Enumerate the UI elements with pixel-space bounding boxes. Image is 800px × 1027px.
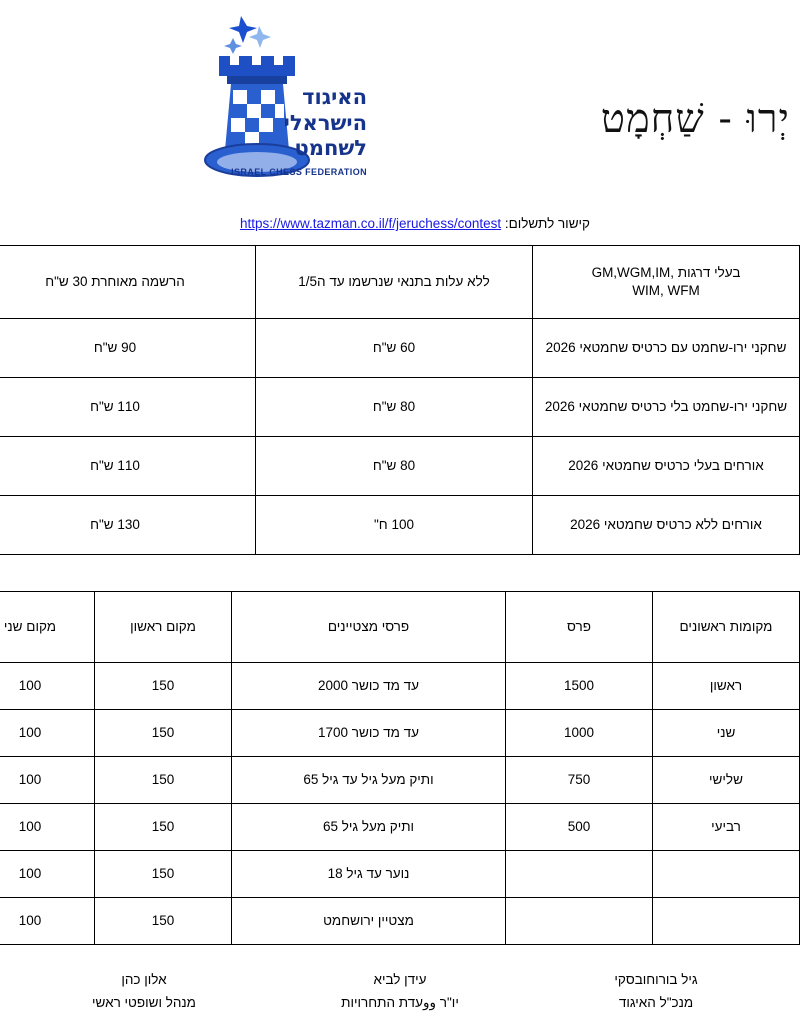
prizes-row-prize [506, 898, 653, 945]
table-spacer [0, 555, 800, 591]
prizes-row-place: רביעי [653, 804, 800, 851]
signature-role: מנהל ושופטי ראשי [92, 994, 196, 1010]
prizes-row-prize: 750 [506, 757, 653, 804]
signature-role: יו"ר ووעדת התחרויות [341, 994, 459, 1010]
fees-row-late: 110 ש"ח [0, 378, 256, 437]
table-row [0, 663, 800, 710]
federation-english-name: ISRAEL CHESS FEDERATION [231, 166, 367, 177]
fees-table [0, 245, 800, 555]
payment-label: קישור לתשלום: [504, 216, 591, 231]
table-row [0, 757, 800, 804]
prizes-row-first: 150 [95, 663, 232, 710]
fees-row-category: שחקני ירו-שחמט בלי כרטיס שחמטאי 2026 [533, 378, 800, 437]
fees-row-early: 80 ש"ח [256, 437, 533, 496]
table-row [0, 437, 800, 496]
prizes-row-special: ותיק מעל גיל 65 [232, 804, 506, 851]
federation-name [231, 85, 367, 178]
prizes-row-place: שלישי [653, 757, 800, 804]
prizes-row-special: נוער עד גיל 18 [232, 851, 506, 898]
fees-row-early: 60 ש"ח [256, 319, 533, 378]
prizes-row-first: 150 [95, 710, 232, 757]
prizes-header-special: פרסי מצטיינים [232, 592, 506, 663]
prizes-row-second: 100 [0, 898, 95, 945]
prizes-row-special: עד מד כושר 1700 [232, 710, 506, 757]
table-header-row [0, 246, 800, 319]
prizes-row-second: 100 [0, 710, 95, 757]
prizes-row-place [653, 851, 800, 898]
table-row [0, 496, 800, 555]
fees-header-category-line1: בעלי דרגות ,GM,WGM,IM [591, 264, 741, 280]
table-row [0, 710, 800, 757]
signatures-row [16, 969, 784, 1015]
prizes-row-special: עד מד כושר 2000 [232, 663, 506, 710]
signature-block [272, 969, 528, 1015]
federation-line-3: לשחמט [294, 136, 367, 161]
federation-line-1: האיגוד [302, 85, 367, 109]
prizes-row-first: 150 [95, 898, 232, 945]
fees-header-early: ללא עלות בתנאי שנרשמו עד ה1/5 [256, 246, 533, 319]
prizes-header-first-place: מקום ראשון [95, 592, 232, 663]
prizes-table [0, 591, 800, 945]
fees-row-late: 90 ש"ח [0, 319, 256, 378]
payment-link[interactable]: https://www.tazman.co.il/f/jeruchess/contest [239, 216, 502, 231]
fees-row-category: אורחים ללא כרטיס שחמטאי 2026 [533, 496, 800, 555]
event-logo-text: יְרוּ - שַׁחְמָט [600, 96, 790, 142]
prizes-row-second: 100 [0, 757, 95, 804]
table-row [0, 898, 800, 945]
signature-name: גיל בורוחובסקי [614, 972, 698, 987]
fees-row-category: אורחים בעלי כרטיס שחמטאי 2026 [533, 437, 800, 496]
prizes-row-special: ותיק מעל גיל עד גיל 65 [232, 757, 506, 804]
prizes-header-prize: פרס [506, 592, 653, 663]
prizes-row-first: 150 [95, 804, 232, 851]
fees-row-late: 110 ש"ח [0, 437, 256, 496]
fees-row-late: 130 ש"ח [0, 496, 256, 555]
prizes-row-first: 150 [95, 851, 232, 898]
signature-name: אלון כהן [121, 972, 167, 987]
prizes-row-special: מצטיין ירושחמט [232, 898, 506, 945]
fees-row-category: שחקני ירו-שחמט עם כרטיס שחמטאי 2026 [533, 319, 800, 378]
table-row [0, 378, 800, 437]
prizes-row-prize: 1500 [506, 663, 653, 710]
payment-line [0, 216, 800, 231]
prizes-row-place [653, 898, 800, 945]
federation-line-2: הישראלי [283, 110, 367, 135]
prizes-row-prize: 500 [506, 804, 653, 851]
prizes-row-prize [506, 851, 653, 898]
document-header [0, 0, 800, 210]
prizes-row-place: ראשון [653, 663, 800, 710]
prizes-row-prize: 1000 [506, 710, 653, 757]
prizes-row-place: שני [653, 710, 800, 757]
signature-block [528, 969, 784, 1015]
signature-role: מנכ"ל האיגוד [618, 994, 694, 1010]
table-header-row [0, 592, 800, 663]
prizes-row-first: 150 [95, 757, 232, 804]
prizes-row-second: 100 [0, 804, 95, 851]
fees-header-category-line2: WIM, WFM [632, 283, 700, 298]
signature-block [16, 969, 272, 1015]
fees-row-early: 100 ח" [256, 496, 533, 555]
prizes-row-second: 100 [0, 851, 95, 898]
table-row [0, 851, 800, 898]
prizes-header-places: מקומות ראשונים [653, 592, 800, 663]
table-row [0, 804, 800, 851]
federation-logo [175, 10, 445, 195]
prizes-header-second-place: מקום שני [0, 592, 95, 663]
signature-name: עידן לביא [373, 972, 427, 987]
fees-row-early: 80 ש"ח [256, 378, 533, 437]
prizes-row-second: 100 [0, 663, 95, 710]
fees-header-category [533, 246, 800, 319]
fees-header-late: הרשמה מאוחרת 30 ש"ח [0, 246, 256, 319]
table-row [0, 319, 800, 378]
